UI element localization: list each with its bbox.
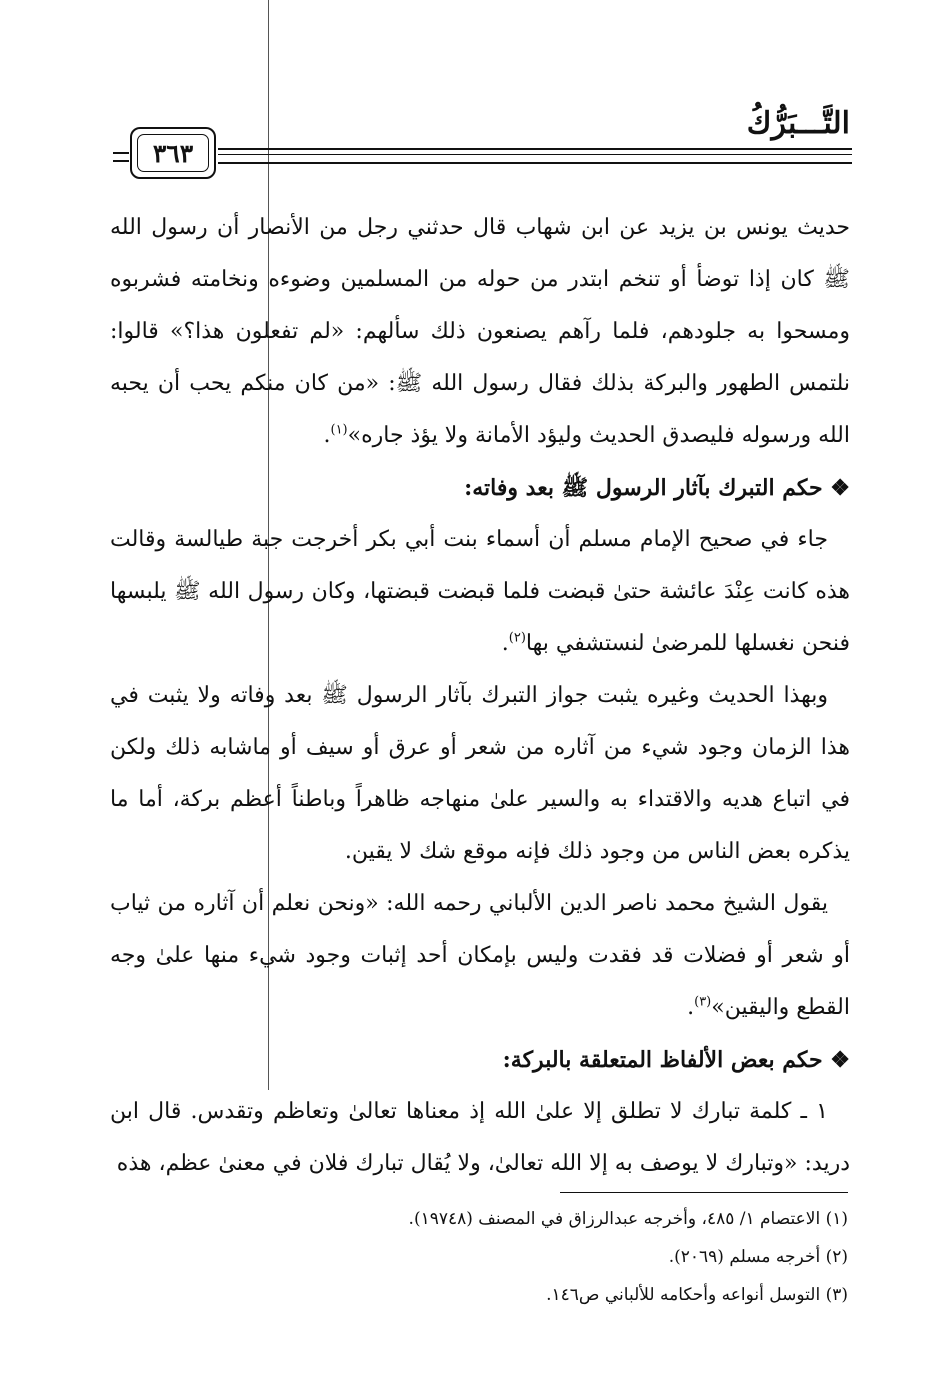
footnotes: [280, 1200, 848, 1314]
footnote-ref: (٣): [694, 994, 712, 1010]
paragraph: [110, 514, 850, 670]
footnote: (٢) أخرجه مسلم (٢٠٦٩).: [668, 1247, 848, 1267]
paragraph: وبهذا الحديث وغيره يثبت جواز التبرك بآثار الرسول ﷺ بعد وفاته ولا يثبت في هذا الزمان وجود شيء من آثاره من شعر أو عرق أو سيف أو ماشابه ذلك ولكن في اتباع هديه والاقتداء به والسير علىٰ منهاجه ظاهراً وباطناً أعظم بركة، أما ما يذكره بعض الناس من وجود ذلك فإنه موقع شك لا يقين.: [110, 683, 850, 864]
paragraph: [110, 878, 850, 1034]
main-text: [110, 202, 850, 1190]
running-title: التَّـــبَرُّكُ: [746, 106, 850, 141]
paragraph-text: جاء في صحيح الإمام مسلم أن أسماء بنت أبي بكر أخرجت جبة طيالسة وقالت هذه كانت عِنْدَ عائشة حتىٰ قبضت فلما قبضت قبضتها، وكان رسول الله ﷺ يلبسها فنحن نغسلها للمرضىٰ لنستشفي بها: [110, 527, 850, 656]
page-number: ٣٦٣: [137, 134, 209, 172]
paragraph-text: حديث يونس بن يزيد عن ابن شهاب قال حدثني رجل من الأنصار أن رسول الله ﷺ كان إذا توضأ أو تنخم ابتدر من حوله من المسلمين وضوءه ونخامته فشربوه ومسحوا به جلودهم، فلما رآهم يصنعون ذلك سألهم: «لم تفعلون هذا؟» قالوا: نلتمس الطهور والبركة بذلك فقال رسول الله ﷺ: «من كان منكم يحب أن يحبه الله ورسوله فليصدق الحديث وليؤد الأمانة ولا يؤذ جاره»: [110, 215, 850, 448]
footnote: (٣) التوسل أنواعه وأحكامه للألباني ص١٤٦.: [546, 1285, 848, 1305]
section-heading: ❖ حكم بعض الألفاظ المتعلقة بالبركة:: [502, 1047, 850, 1073]
page-number-frame: [130, 127, 216, 179]
header-dash: [113, 152, 129, 162]
paragraph: ١ ـ كلمة تبارك لا تطلق إلا علىٰ الله إذ معناها تعالىٰ وتعاظم وتقدس. قال ابن دريد: «وتبارك لا يوصف به إلا الله تعالىٰ، ولا يُقال تبارك فلان في معنىٰ عظم، هذه: [110, 1099, 850, 1176]
footnote-separator: [560, 1192, 848, 1193]
paragraph-text: يقول الشيخ محمد ناصر الدين الألباني رحمه الله: «ونحن نعلم أن آثاره من ثياب أو شعر أو فضلات قد فقدت وليس بإمكان أحد إثبات وجود شيء منها علىٰ وجه القطع واليقين»: [110, 891, 850, 1020]
section-heading: ❖ حكم التبرك بآثار الرسول ﷺ بعد وفاته:: [464, 475, 850, 501]
paragraph-end: .: [501, 631, 509, 656]
header-rule: [218, 148, 852, 164]
footnote: (١) الاعتصام ١/ ٤٨٥، وأخرجه عبدالرزاق في المصنف (١٩٧٤٨).: [408, 1209, 848, 1229]
footnote-ref: (٢): [508, 630, 526, 646]
paragraph-end: .: [323, 423, 331, 448]
paragraph: [110, 202, 850, 462]
footnote-ref: (١): [330, 422, 348, 438]
paragraph-end: .: [687, 995, 695, 1020]
